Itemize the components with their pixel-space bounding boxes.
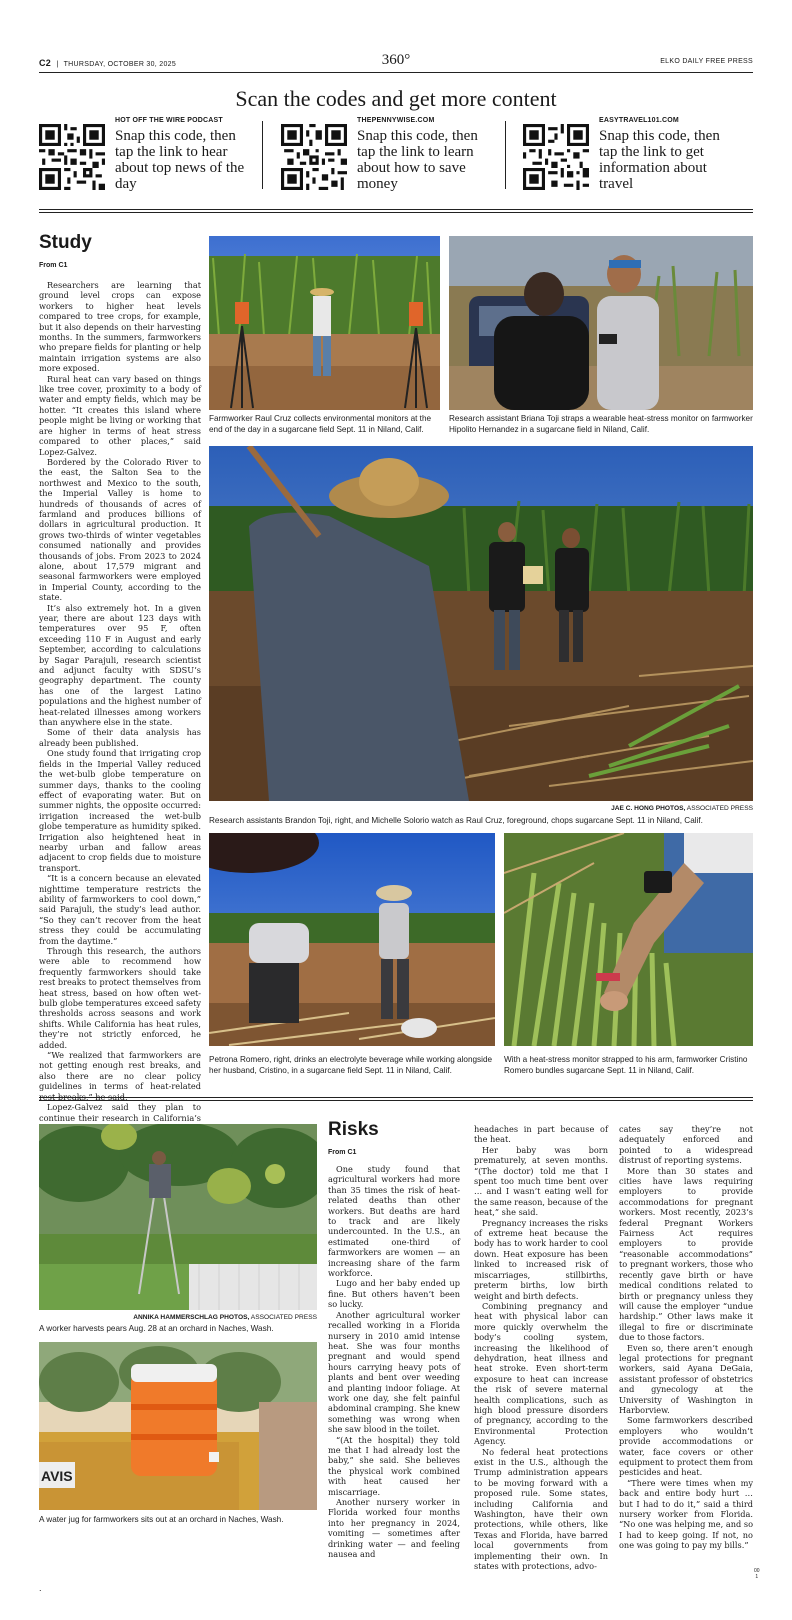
promo-text: Snap this code, then tap the link to learn about how to save money: [357, 128, 478, 192]
promo-label: THEPENNYWISE.COM: [357, 117, 435, 124]
paragraph: Even so, there aren’t enough legal protections for pregnant workers, said Ayana DeGaia, assistant professor of obstetrics and gynecology at the University of Washington in Harborview.: [619, 1342, 753, 1415]
photo-agency: ASSOCIATED PRESS: [686, 805, 753, 812]
photo-water-jug: [39, 1342, 317, 1510]
risks-column-1: [328, 1164, 460, 1559]
photo-sugarcane-monitors: [209, 236, 440, 410]
promo-label: EASYTRAVEL101.COM: [599, 117, 679, 124]
paragraph: Pregnancy increases the risks of extreme heat because the body has to work harder to cool down. Heat exposure has been linked to increased risk of miscarriages, stillbirths, preterm births, low birth weight and birth defects.: [474, 1217, 608, 1301]
photo-caption: Research assistant Briana Toji straps a wearable heat-stress monitor on farmworker Hipolito Hernandez in a sugarcane field in Niland, Calif.: [449, 414, 753, 434]
photo-heat-monitor-strap: [449, 236, 753, 410]
jump-line: From C1: [328, 1149, 357, 1156]
paragraph: cates say they’re not adequately enforced and pointed to a widespread distrust of reporting systems.: [619, 1124, 753, 1166]
photo-caption: A water jug for farmworkers sits out at an orchard in Naches, Wash.: [39, 1515, 284, 1524]
paragraph: Combining pregnancy and heat with physical labor can more quickly overwhelm the body’s cooling system, increasing the likelihood of dehydration, heat illness and heat stroke. Even short-term exposure to heat can increase the risk of severe maternal health complications, such as high blood pressure disorders of pregnancy, according to the Environmental Protection Agency.: [474, 1300, 608, 1447]
promo-title: Scan the codes and get more content: [235, 86, 557, 111]
risks-column-2: [474, 1124, 608, 1571]
photo-caption: A worker harvests pears Aug. 28 at an orchard in Naches, Wash.: [39, 1324, 274, 1333]
newspaper-name: ELKO DAILY FREE PRESS: [660, 58, 753, 65]
risks-column-3: [619, 1124, 753, 1551]
photo-caption: Farmworker Raul Cruz collects environmental monitors at the end of the day in a sugarcane field Sept. 11 in Niland, Calif.: [209, 414, 432, 434]
promo-text: Snap this code, then tap the link to hear about top news of the day: [115, 128, 245, 192]
paragraph: More than 30 states and cities have laws requiring employers to provide accommodations for pregnant workers. Most recently, 2023’s federal Pregnant Workers Fairness Act requires employers to provide “reasonable accommodations” to pregnant workers, those who recently gave birth or have medical conditions related to birth or pregnancy unless they will cause the employer “undue hardship.” Other laws make it illegal to fire or discriminate due to those factors.: [619, 1165, 753, 1343]
promo-label: HOT OFF THE WIRE PODCAST: [115, 117, 223, 124]
paragraph: Bordered by the Colorado River to the east, the Salton Sea to the northwest and Mexico to the south, the Imperial Valley is home to hundreds of thousands of acres of farmland and produces billions of dollars in agricultural production. It grows two-thirds of winter vegetables consumed nationally and provides thousands of jobs. From 2023 to 2024 alone, about 17,579 migrant and seasonal farmworkers were employed in Imperial County, according to the state.: [39, 456, 201, 603]
photo-bundling-sugarcane: [504, 833, 753, 1046]
promo-divider: [505, 121, 506, 189]
section-rule: [39, 212, 753, 213]
paragraph: Another nursery worker in Florida worked four months into her pregnancy in 2024, vomiting — sometimes after drinking water — and feeling nausea and: [328, 1497, 460, 1560]
photo-electrolyte-drink: [209, 833, 495, 1046]
footer-code-line: 00: [754, 1568, 760, 1574]
paragraph: “(At the hospital) they told me that I had already lost the baby,” she said. She believes the physical work combined with heat caused her miscarriage.: [328, 1434, 460, 1497]
section-rule: [39, 1097, 753, 1098]
paragraph: Lugo and her baby ended up fine. But others haven’t been so lucky.: [328, 1278, 460, 1310]
paragraph: “We realized that farmworkers are not getting enough rest breaks, and also there are no clear policy guidelines in terms of heat-related: [39, 1050, 201, 1092]
photo-pear-harvest: [39, 1124, 317, 1310]
paragraph: Some farmworkers described employers who wouldn’t provide accommodations or water, face covers or other equipment to protect them from pesticides and heat.: [619, 1415, 753, 1478]
footer-code-line: 1: [755, 1574, 759, 1580]
section-title: 360°: [381, 52, 411, 68]
paragraph: “It is a concern because an elevated nighttime temperature restricts the ability of farmworkers to cool down,” said Parajuli, the study’s lead author. “So they can’t recover from the heat stress they could be accumulating from the daytime.”: [39, 873, 201, 946]
page-number: C2: [39, 58, 52, 68]
photo-credit: [39, 1314, 317, 1321]
promo-text: Snap this code, then tap the link to get information about travel: [599, 128, 720, 192]
paragraph: Another agricultural worker recalled working in a Florida nursery in 2010 amid intense heat. She was four months pregnant and would spend hours carrying heavy pots of plants and bent over weeding and planting indoor foliage. At work one day, she felt painful abdominal cramping. She knew something was wrong when she saw blood in the toilet.: [328, 1309, 460, 1435]
paragraph: No federal heat protections exist in the U.S., although the Trump administration appears to be moving forward with a proposed rule. Some states, including California and Washington, have their own protections, while others, like Texas and Florida, have barred local governments from implementing their own. In states with protections, advo-: [474, 1446, 608, 1572]
section-rule: [39, 209, 753, 210]
photo-agency: ASSOCIATED PRESS: [250, 1314, 317, 1321]
paragraph: Some of their data analysis has already been published.: [39, 727, 201, 748]
risks-headline: Risks: [328, 1119, 379, 1140]
qr-code-icon[interactable]: [39, 124, 105, 190]
paragraph: It’s also extremely hot. In a given year, there are about 123 days with temperatures over 95 F, often exceeding 110 F in August and early September, according to calculations by Sagar Parajuli, research scientist and adjunct faculty with SDSU’s geography department. The county has one of the largest Latino populations and the highest number of heat-related illnesses among workers than anywhere else in the state.: [39, 602, 201, 728]
page-folio: C2 | THURSDAY, OCTOBER 30, 2025: [39, 58, 177, 68]
photo-credit: [209, 805, 753, 812]
paragraph: Through this research, the authors were able to recommend how frequently farmworkers should take rest breaks to protect themselves from heat stress, based on how often wet-bulb globe temperatures exceed safety thresholds across seasons and work shifts. While California has heat rules, they’re not strictly enforced, he added.: [39, 946, 201, 1050]
photographer-name: ANNIKA HAMMERSCHLAG PHOTOS,: [133, 1314, 250, 1321]
jump-line: From C1: [39, 262, 68, 269]
photo-caption: Petrona Romero, right, drinks an electrolyte beverage while working alongside her husband, Cristino, in a sugarcane field Sept. 11 in Niland, Calif.: [209, 1055, 493, 1075]
paragraph: Her baby was born prematurely, at seven months. “(The doctor) told me that I spent too much time bent over … and I wasn’t eating well for the same reason, because of the heat,” she said.: [474, 1144, 609, 1218]
paragraph: headaches in part because of the heat.: [474, 1124, 608, 1145]
qr-code-icon[interactable]: [281, 124, 347, 190]
footer-dot: .: [39, 1583, 42, 1593]
photo-caption: Research assistants Brandon Toji, right, and Michelle Solorio watch as Raul Cruz, foreground, chops sugarcane Sept. 11 in Niland, Calif.: [209, 816, 703, 825]
paragraph: Rural heat can vary based on things like tree cover, proximity to a body of water and empty fields, which may be hotter. “It creates this island where people might be living or working that are higher in terms of heat stress compared to other places,” said Lopez-Galvez.: [39, 373, 201, 457]
issue-date: THURSDAY, OCTOBER 30, 2025: [63, 61, 177, 68]
photo-caption: With a heat-stress monitor strapped to his arm, farmworker Cristino Romero bundles sugarcane Sept. 11 in Niland, Calif.: [504, 1055, 748, 1075]
paragraph: One study found that agricultural workers had more than 35 times the risk of heat-related deaths than other workers. But deaths are hard to track and are likely undercounted. In the U.S., an estimated one-third of farmworkers are women — an increasing share of the farm workforce.: [328, 1164, 460, 1279]
study-headline: Study: [39, 232, 92, 253]
promo-divider: [262, 121, 263, 189]
study-body: [39, 280, 201, 1154]
paragraph: Lopez-Galvez said they plan to continue their research in California’s: [39, 1102, 201, 1123]
paragraph: Researchers are learning that ground level crops can expose workers to higher heat levels compared to tree crops, for example, but it also depends on their harvesting months. In the summers, farmworkers who prepare fields for planting or help maintain irrigation systems are also more exposed.: [39, 280, 201, 374]
footer-code: [754, 1568, 760, 1580]
paragraph: “There were times when my back and entire body hurt … but I had to do it,” said a third nursery worker from Florida. “No one was helping me, and so I had to keep going. If not, no one was going to pay my bills.”: [619, 1477, 753, 1551]
header-rule: [39, 72, 753, 73]
photographer-name: JAE C. HONG PHOTOS,: [611, 805, 686, 812]
photo-main-sugarcane-chopping: [209, 446, 753, 801]
paragraph: One study found that irrigating crop fields in the Imperial Valley reduced the wet-bulb globe temperature on summer days, thanks to the cooling effect of evaporating water. But on summer nights, the opposite occurred: irrigation increased the wet-bulb globe temperature as humidity spiked. Irrigation also heightened heat in nearby urban and fallow areas adjacent to crop fields due to moisture transport.: [39, 748, 201, 873]
section-rule: [39, 1100, 753, 1101]
avis-sign: AVIS: [41, 1468, 73, 1484]
qr-code-icon[interactable]: [523, 124, 589, 190]
